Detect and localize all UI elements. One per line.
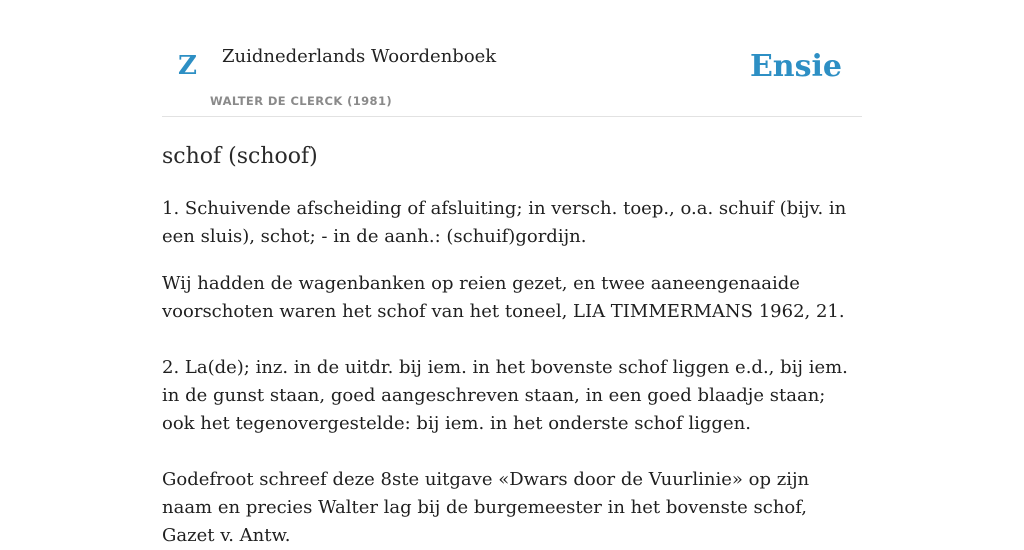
entry-headword: schof (schoof) [162, 144, 318, 169]
citation-2: Godefroot schreef deze 8ste uitgave «Dwars door de Vuurlinie» op zijn naam en precies Walter lag bij de burgemeester in het bovenste schof, Gazet v. Antw. [162, 469, 810, 546]
citation-1: Wij hadden de wagenbanken op reien gezet, en twee aaneengenaaide voorschoten waren het schof van het toneel, LIA TIMMERMANS 1962, 21. [162, 273, 845, 322]
entry-content [162, 143, 862, 550]
page [162, 0, 862, 550]
dictionary-logo[interactable]: Z [178, 51, 197, 81]
dictionary-title[interactable]: Zuidnederlands Woordenboek [222, 46, 497, 67]
ensie-logo-link[interactable]: Ensie [749, 49, 842, 84]
definition-sense-1: 1. Schuivende afscheiding of afsluiting; in versch. toep., o.a. schuif (bijv. in een sluis), schot; - in de aanh.: (schuif)gordijn. [162, 198, 847, 247]
dictionary-author: WALTER DE CLERCK (1981) [210, 94, 393, 108]
dictionary-header [162, 0, 862, 117]
definition-sense-2: 2. La(de); inz. in de uitdr. bij iem. in het bovenste schof liggen e.d., bij iem. in de gunst staan, goed aangeschreven staan, in een goed blaadje staan; ook het tegenovergestelde: bij iem. in het onderste schof liggen. [162, 357, 848, 434]
